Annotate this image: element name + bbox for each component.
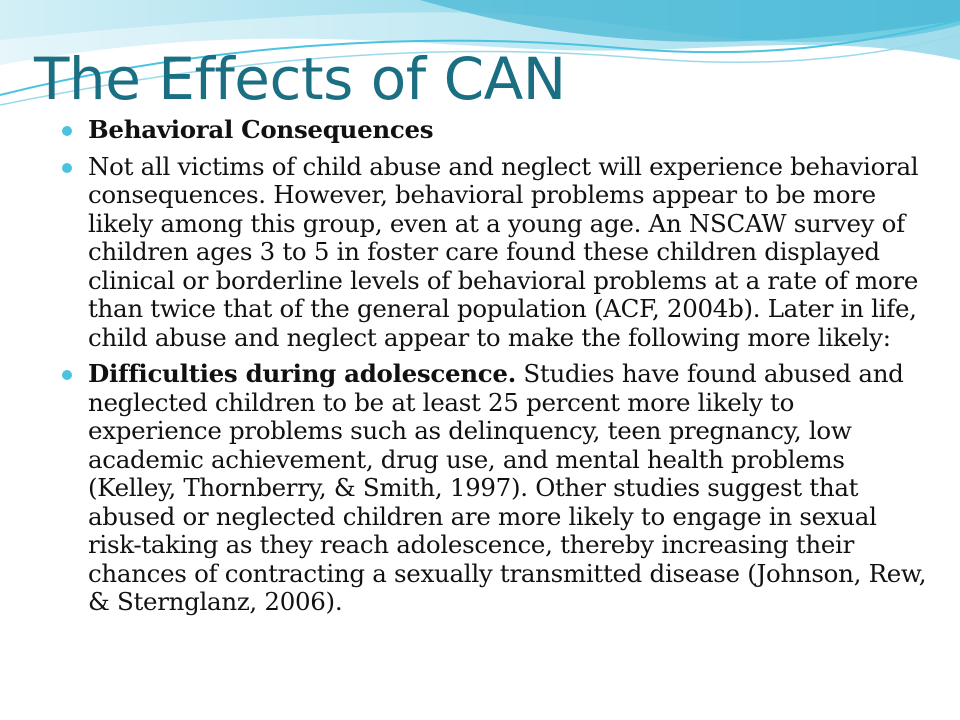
- bullet-behavioral-consequences: [62, 116, 932, 145]
- bullet-heading: Behavioral Consequences: [88, 115, 434, 144]
- slide-title: The Effects of CAN: [34, 45, 566, 113]
- bullet-list: [62, 116, 932, 625]
- bullet-lead-in: Difficulties during adolescence.: [88, 359, 516, 388]
- bullet-difficulties-adolescence: [62, 360, 932, 617]
- bullet-not-all-victims: [62, 153, 932, 353]
- bullet-dot-icon: [62, 126, 72, 136]
- bullet-text: Studies have found abused and neglected children to be at least 25 percent more likely to experience problems such as delinquency, teen pregnancy, low academic achievement, drug use, and mental health problems (Kelley, Thornberry, & Smith, 1997). Other studies suggest that abused or neglected children are more likely to engage in sexual risk-taking as they reach adolescence, thereby increasing their chances of contracting a sexually transmitted disease (Johnson, Rew, & Sternglanz, 2006).: [88, 359, 927, 616]
- bullet-dot-icon: [62, 163, 72, 173]
- bullet-dot-icon: [62, 370, 72, 380]
- bullet-text: Not all victims of child abuse and neglect will experience behavioral consequences. However, behavioral problems appear to be more likely among this group, even at a young age. An NSCAW survey of children ages 3 to 5 in foster care found these children displayed clinical or borderline levels of behavioral problems at a rate of more than twice that of the general population (ACF, 2004b). Later in life, child abuse and neglect appear to make the following more likely:: [88, 151, 919, 352]
